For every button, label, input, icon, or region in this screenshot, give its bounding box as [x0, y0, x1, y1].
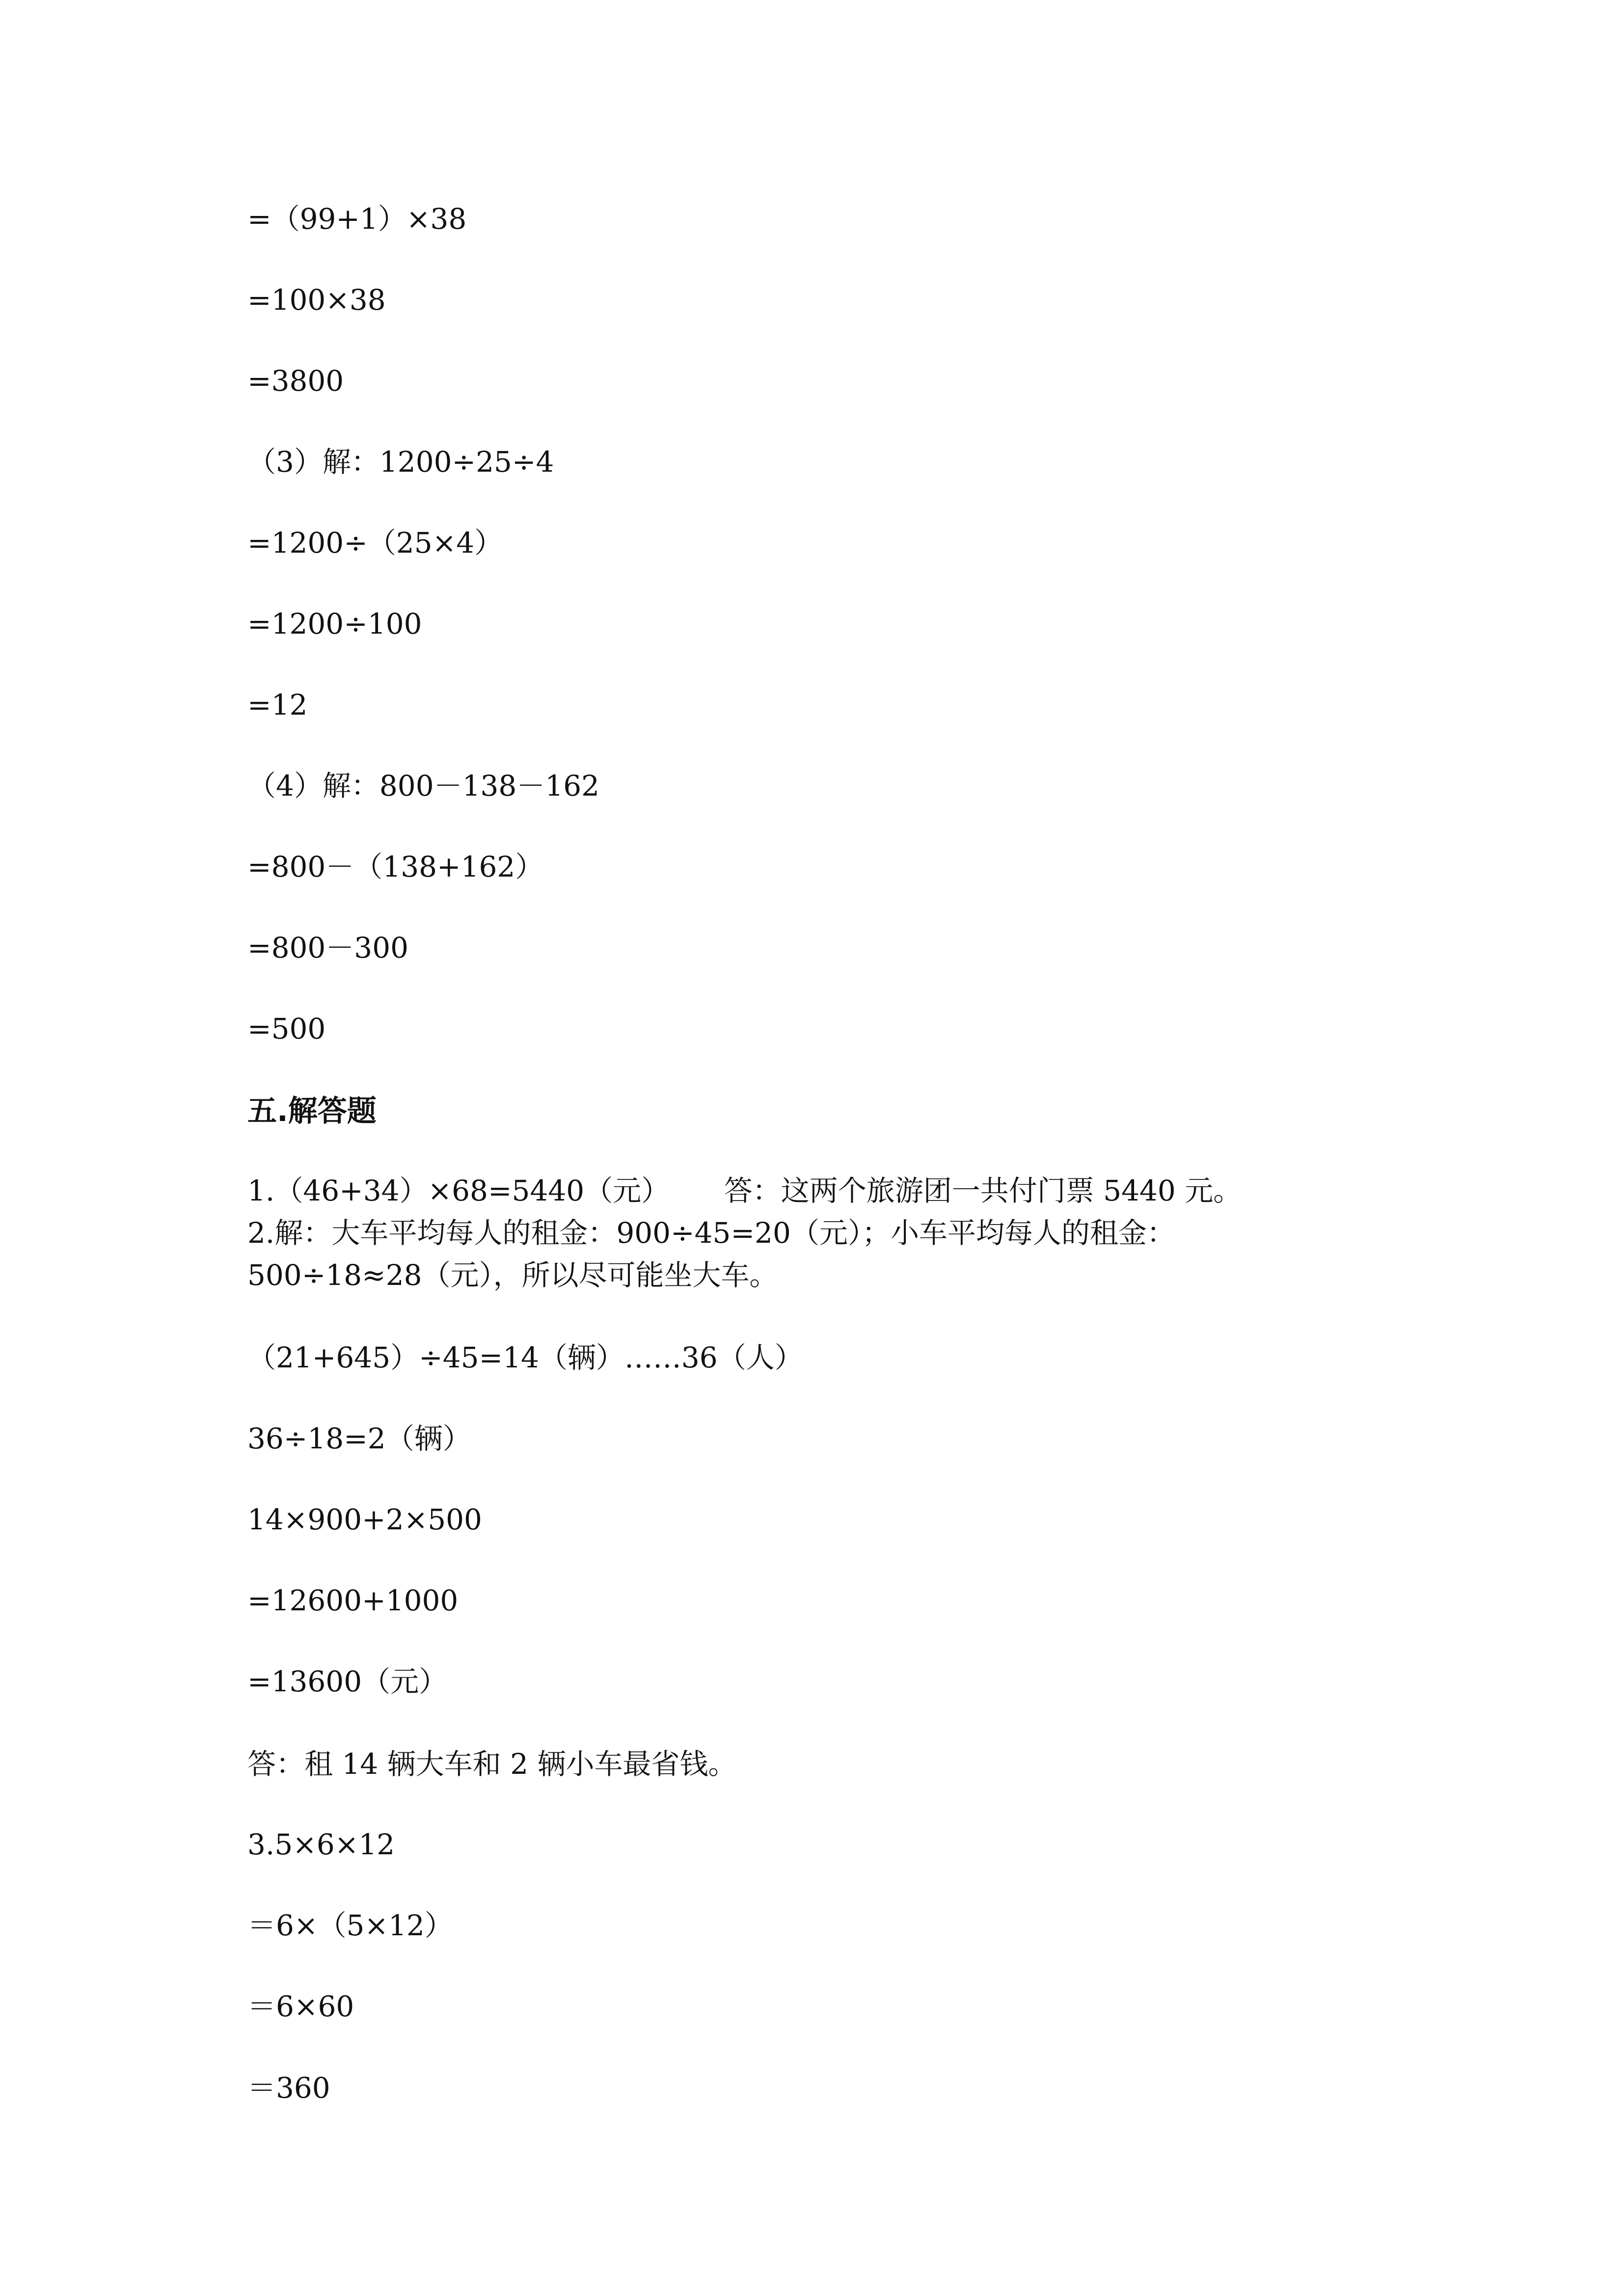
calc-line: =12: [247, 688, 308, 721]
answer-line: 3.5×6×12: [247, 1828, 395, 1861]
answer-line: （21+645）÷45=14（辆）……36（人）: [247, 1341, 803, 1374]
calc-line: （3）解：1200÷25÷4: [247, 445, 554, 479]
calc-line: =500: [247, 1012, 326, 1045]
answer-line: 36÷18=2（辆）: [247, 1422, 471, 1455]
answer-line: ＝6×（5×12）: [247, 1909, 453, 1942]
calc-line: =1200÷（25×4）: [247, 526, 503, 560]
calc-line: =3800: [247, 364, 344, 398]
calc-line: =800－（138+162）: [247, 850, 544, 883]
section-title: 五.解答题: [247, 1094, 377, 1128]
answer-line: =13600（元）: [247, 1665, 448, 1698]
answer-line: 答：租 14 辆大车和 2 辆小车最省钱。: [247, 1747, 737, 1781]
answer-line: ＝6×60: [247, 1990, 354, 2023]
answer-line: ＝360: [247, 2071, 330, 2105]
calc-line: （4）解：800－138－162: [247, 769, 600, 802]
answer-line: 500÷18≈28（元），所以尽可能坐大车。: [247, 1258, 778, 1292]
calc-line: =800－300: [247, 931, 409, 964]
answer-line: 14×900+2×500: [247, 1503, 482, 1536]
calc-line: =1200÷100: [247, 607, 422, 641]
answer-line: 1.（46+34）×68=5440（元） 答：这两个旅游团一共付门票 5440 元。: [247, 1174, 1242, 1207]
calc-line: =（99+1）×38: [247, 202, 467, 236]
answer-line: 2.解：大车平均每人的租金：900÷45=20（元）；小车平均每人的租金：: [247, 1216, 1175, 1250]
answer-line: =12600+1000: [247, 1584, 459, 1617]
calc-line: =100×38: [247, 283, 386, 317]
